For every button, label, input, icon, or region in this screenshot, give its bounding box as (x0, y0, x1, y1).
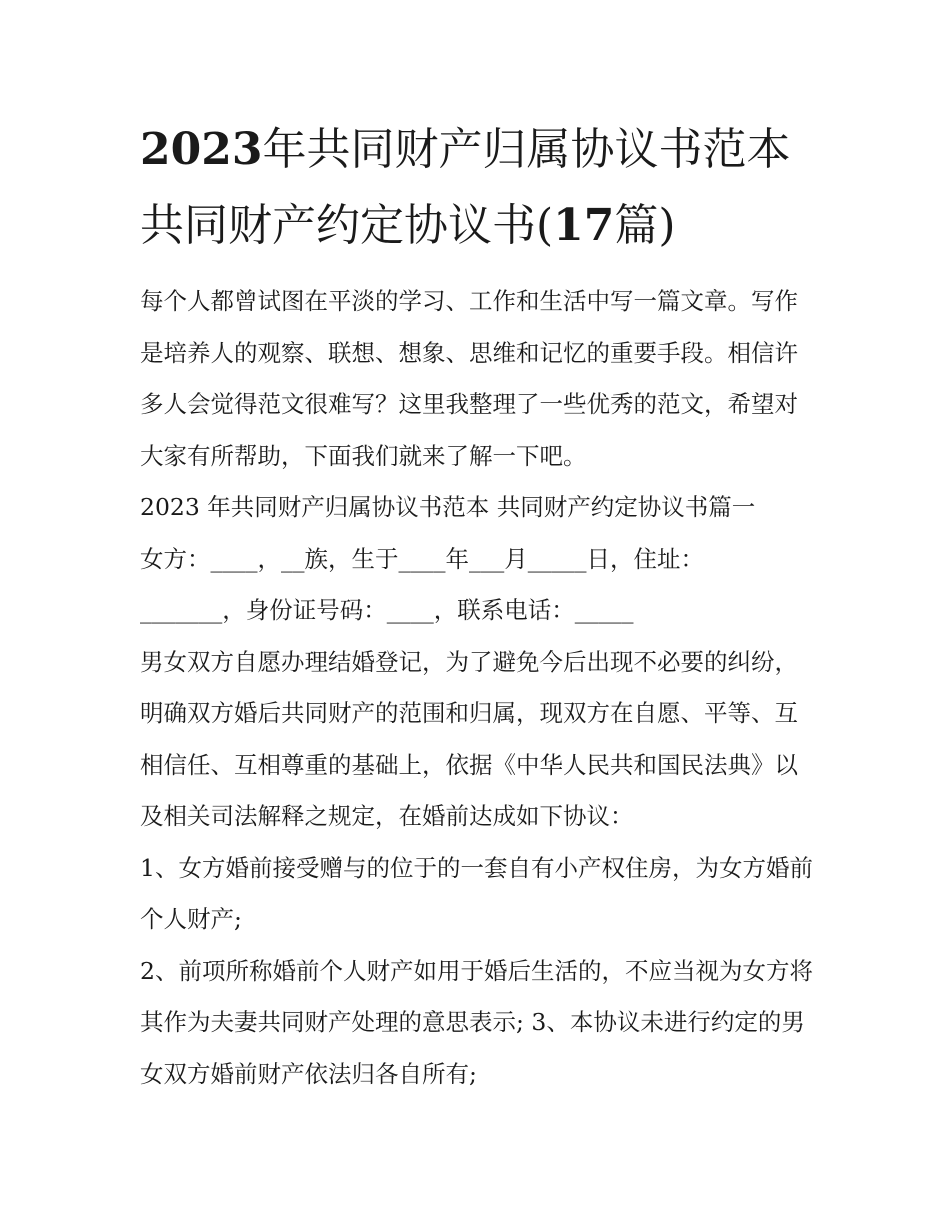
title-count: 17 (553, 200, 615, 251)
title-year: 2023 (140, 124, 263, 175)
clause-2-3: 2、前项所称婚前个人财产如用于婚后生活的，不应当视为女方将其作为夫妻共同财产处理的意思表示; 3、本协议未进行约定的男女双方婚前财产依法归各自所有; (140, 956, 813, 1088)
document-page (140, 112, 815, 1100)
title-suffix: 篇) (614, 200, 676, 251)
party-line-1: 女方：____，__族，生于____年___月_____日，住址： (140, 544, 704, 573)
preamble-paragraph: 男女双方自愿办理结婚登记，为了避免今后出现不必要的纠纷，明确双方婚后共同财产的范围和归属，现双方在自愿、平等、互相信任、互相尊重的基础上，依据《中华人民共和国民法典》以及相关司法解释之规定，在婚前达成如下协议： (140, 647, 798, 830)
title-text: 年共同财产归属协议书范本 共同财产约定协议书( (140, 124, 791, 251)
section-heading: 2023 年共同财产归属协议书范本 共同财产约定协议书篇一 (140, 493, 756, 521)
clause-1: 1、女方婚前接受赠与的位于的一套自有小产权住房，为女方婚前个人财产; (140, 853, 813, 933)
document-title (140, 112, 815, 264)
party-line-2: _______，身份证号码：____，联系电话：_____ (140, 596, 634, 624)
intro-paragraph: 每个人都曾试图在平淡的学习、工作和生活中写一篇文章。写作是培养人的观察、联想、想象、思维和记忆的重要手段。相信许多人会觉得范文很难写？这里我整理了一些优秀的范文，希望对大家有所帮助，下面我们就来了解一下吧。 (140, 287, 798, 470)
